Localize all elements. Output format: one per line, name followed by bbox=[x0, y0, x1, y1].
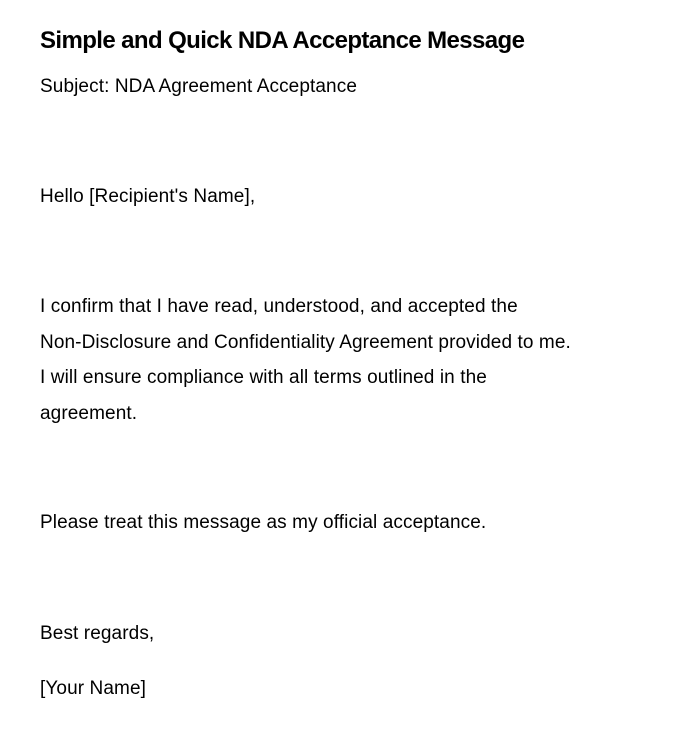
body-line: agreement. bbox=[40, 402, 138, 424]
greeting: Hello [Recipient's Name], bbox=[40, 186, 256, 207]
sign-off: Best regards, bbox=[40, 623, 155, 644]
body-line: I confirm that I have read, understood, and accepted the bbox=[40, 296, 518, 317]
signature: [Your Name] bbox=[40, 678, 147, 699]
body-paragraph bbox=[40, 289, 660, 431]
document-title: Simple and Quick NDA Acceptance Message bbox=[40, 27, 525, 54]
body-line: I will ensure compliance with all terms outlined in the bbox=[40, 367, 487, 388]
subject-line: Subject: NDA Agreement Acceptance bbox=[40, 76, 357, 97]
body-line: Non-Disclosure and Confidentiality Agreement provided to me. bbox=[40, 331, 571, 353]
closing-statement: Please treat this message as my official acceptance. bbox=[40, 512, 487, 533]
